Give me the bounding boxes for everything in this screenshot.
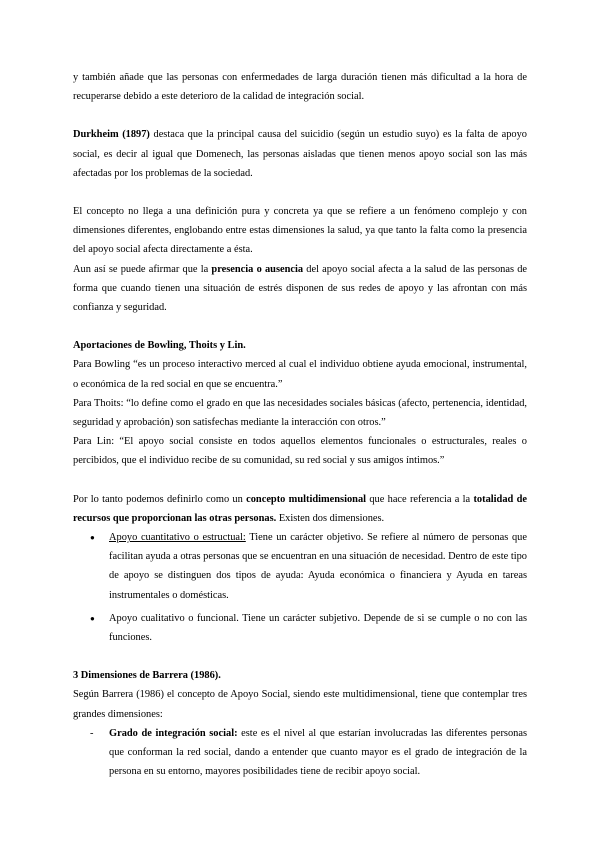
durkheim-citation: Durkheim (1897) xyxy=(73,129,150,141)
integration-title: Grado de integración social: xyxy=(109,727,238,739)
total-resources-emphasis: totalidad de recursos que proporcionan las otras personas. xyxy=(73,493,527,524)
paragraph-concept: El concepto no llega a una definición pura y concreta ya que se refiere a un fenómeno complejo y con dimensiones diferentes, englobando entre estas dimensiones la salud, ya que tanto la falta como la presencia del apoyo social afecta directamente a ésta. xyxy=(73,206,527,256)
barrera-dimensions-list xyxy=(73,724,527,782)
section-heading-barrera: 3 Dimensiones de Barrera (1986). xyxy=(73,670,221,682)
list-item-qualitative xyxy=(73,609,527,647)
quantitative-text: Tiene un carácter objetivo. Se refiere al número de personas que facilitan ayuda a otras personas que se encuentran en una situación de necesidad. Dentro de este tipo de apoyo se distinguen dos tipos de ayuda: Ayuda económica o financiera y Ayuda en tareas instrumentales o domésticas. xyxy=(109,532,527,601)
durkheim-text: destaca que la principal causa del suicidio (según un estudio suyo) es la falta de apoyo social, es decir al igual que Domenech, las personas aisladas que tienen menos apoyo social son las más afectadas por los problemas de la sociedad. xyxy=(73,129,528,179)
quote-lin: Para Lin: “El apoyo social consiste en todos aquellos elementos funcionales o estructurales, reales o percibidos, que el individuo recibe de su comunidad, su red social y sus amigos íntimos.” xyxy=(73,436,527,467)
definition-end: Existen dos dimensiones. xyxy=(276,512,385,524)
paragraph-definition xyxy=(73,490,527,528)
list-item-quantitative xyxy=(73,528,527,605)
presence-text-end: del apoyo social afecta a la salud de las personas de forma que cuando tienen una situación de estrés disponen de sus redes de apoyo y las afrontan con más confianza y seguridad. xyxy=(73,263,528,314)
bullet-icon: ● xyxy=(90,533,95,543)
quantitative-title: Apoyo cuantitativo o estructual: xyxy=(109,532,246,544)
bullet-icon: ● xyxy=(90,613,95,623)
section-heading-contributions: Aportaciones de Bowling, Thoits y Lin. xyxy=(73,340,246,352)
definition-start: Por lo tanto podemos definirlo como un xyxy=(73,493,247,505)
paragraph-durkheim xyxy=(73,125,527,183)
definition-mid: que hace referencia a la xyxy=(366,493,474,505)
multidimensional-concept: concepto multidimensional xyxy=(246,493,367,505)
document-body xyxy=(73,68,527,782)
presence-absence-emphasis: presencia o ausencia xyxy=(211,263,304,275)
dash-icon: - xyxy=(90,727,94,739)
qualitative-text: Apoyo cualitativo o funcional. Tiene un carácter subjetivo. Depende de si se cumple o no con las funciones. xyxy=(109,612,527,644)
paragraph-presence-absence xyxy=(73,260,527,318)
quote-bowling: Para Bowling “es un proceso interactivo merced al cual el individuo obtiene ayuda emocional, instrumental, o económica de la red social en que se encuentra.” xyxy=(73,359,527,390)
integration-text: este es el nivel al que estarían involucradas las diferentes personas que conforman la red social, dando a entender que cuanto mayor es el grado de integración de la persona en su entorno, mayores posibilidades tiene de recibir apoyo social. xyxy=(109,727,527,778)
paragraph-deterioration: y también añade que las personas con enfermedades de larga duración tienen más dificultad a la hora de recuperarse debido a este deterioro de la calidad de integración social. xyxy=(73,72,527,103)
quote-thoits: Para Thoits: “lo define como el grado en que las necesidades sociales básicas (afecto, pertenencia, identidad, seguridad y aprobación) son satisfechas mediante la interacción con otros.” xyxy=(73,397,527,429)
paragraph-barrera-intro: Según Barrera (1986) el concepto de Apoyo Social, siendo este multidimensional, tiene que contemplar tres grandes dimensiones: xyxy=(73,689,527,720)
dimensions-list xyxy=(73,528,527,647)
list-item-integration xyxy=(73,724,527,782)
presence-text-start: Aun así se puede afirmar que la xyxy=(73,263,212,275)
